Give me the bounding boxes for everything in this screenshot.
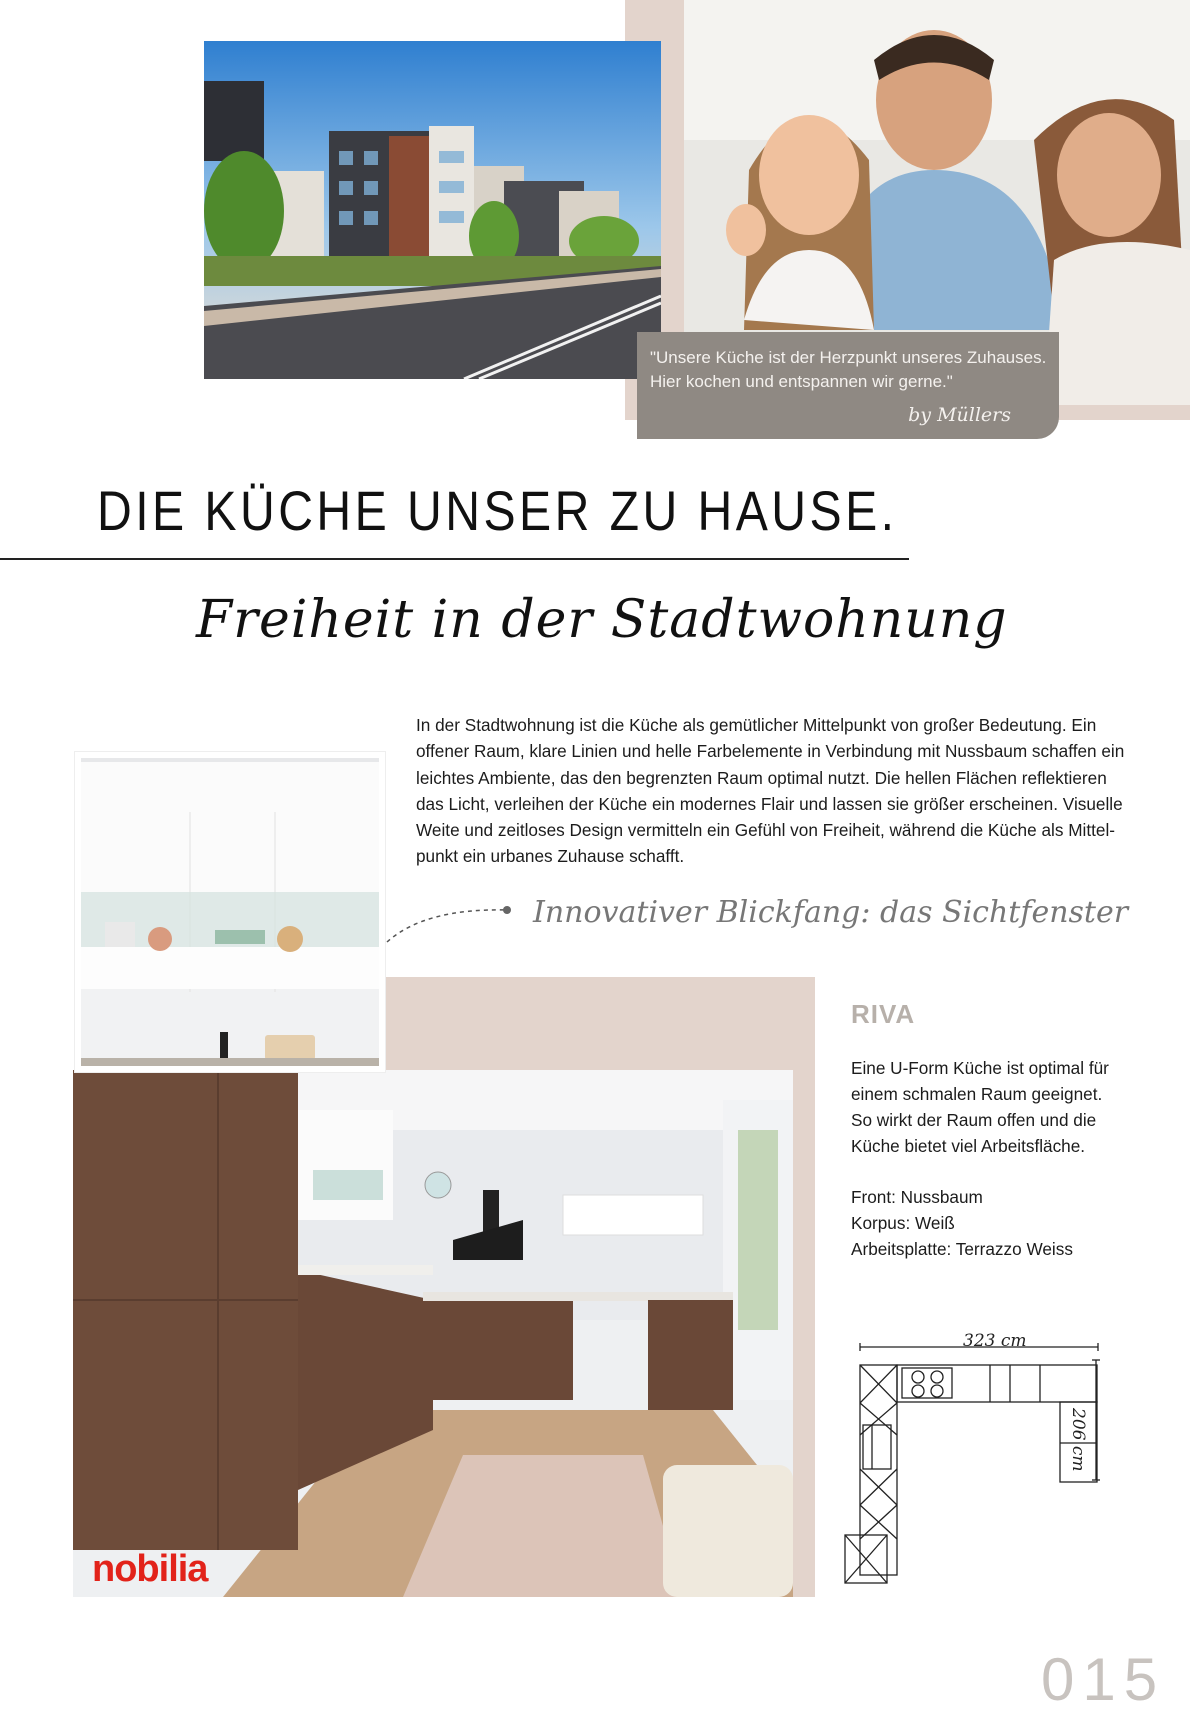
- description-line: Eine U-Form Küche ist optimal für: [851, 1058, 1109, 1078]
- headline-rule: [0, 558, 909, 560]
- paragraph-line: leichtes Ambiente, das den begrenzten Raum optimal nutzt. Die hellen Flächen reflektieren: [416, 767, 1107, 788]
- product-title: RIVA: [851, 999, 916, 1029]
- page-headline: DIE KÜCHE UNSER ZU HAUSE.: [97, 479, 898, 542]
- description-line: einem schmalen Raum geeignet.: [851, 1084, 1103, 1104]
- nobilia-logo: nobilia: [92, 1548, 208, 1590]
- product-specs: [851, 1184, 1073, 1262]
- paragraph-line: offener Raum, klare Linien und helle Farbelemente in Verbindung mit Nussbaum schaffen ein: [416, 741, 1125, 762]
- page-number: 015: [1041, 1646, 1166, 1713]
- testimonial-quote: [637, 332, 1059, 439]
- kitchen-photo: [73, 1070, 793, 1597]
- quote-line: "Unsere Küche ist der Herzpunkt unseres Zuhauses.: [650, 348, 1047, 367]
- quote-signature: by Müllers: [908, 404, 1011, 426]
- window-cabinet-photo: [75, 752, 385, 1072]
- plan-depth-label: 206 cm: [1068, 1408, 1088, 1472]
- product-description: [851, 1055, 1141, 1159]
- spec-worktop: Arbeitsplatte: Terrazzo Weiss: [851, 1239, 1073, 1259]
- feature-subtitle: Innovativer Blickfang: das Sichtfenster: [533, 895, 1129, 930]
- paragraph-line: das Licht, verleihen der Küche ein modernes Flair und lassen sie größer erscheinen. Visuelle: [416, 793, 1123, 814]
- intro-paragraph: [416, 712, 1131, 870]
- description-line: So wirkt der Raum offen und die: [851, 1110, 1097, 1130]
- paragraph-line: Weite und zeitloses Design vermitteln ein Gefühl von Freiheit, während die Küche als Mittel-: [416, 820, 1115, 841]
- paragraph-line: punkt ein urbanes Zuhause schafft.: [416, 846, 685, 867]
- kitchen-floor-plan: [840, 1325, 1100, 1585]
- script-title: Freiheit in der Stadtwohnung: [196, 590, 1008, 650]
- spec-korpus: Korpus: Weiß: [851, 1213, 955, 1233]
- quote-line: Hier kochen und entspannen wir gerne.": [650, 372, 953, 391]
- paragraph-line: In der Stadtwohnung ist die Küche als gemütlicher Mittelpunkt von großer Bedeutung. Ein: [416, 715, 1097, 735]
- city-apartment-photo: [204, 41, 661, 379]
- description-line: Küche bietet viel Arbeitsfläche.: [851, 1136, 1086, 1156]
- plan-width-label: 323 cm: [963, 1331, 1027, 1351]
- dotted-connector: [385, 900, 515, 945]
- spec-front: Front: Nussbaum: [851, 1187, 983, 1207]
